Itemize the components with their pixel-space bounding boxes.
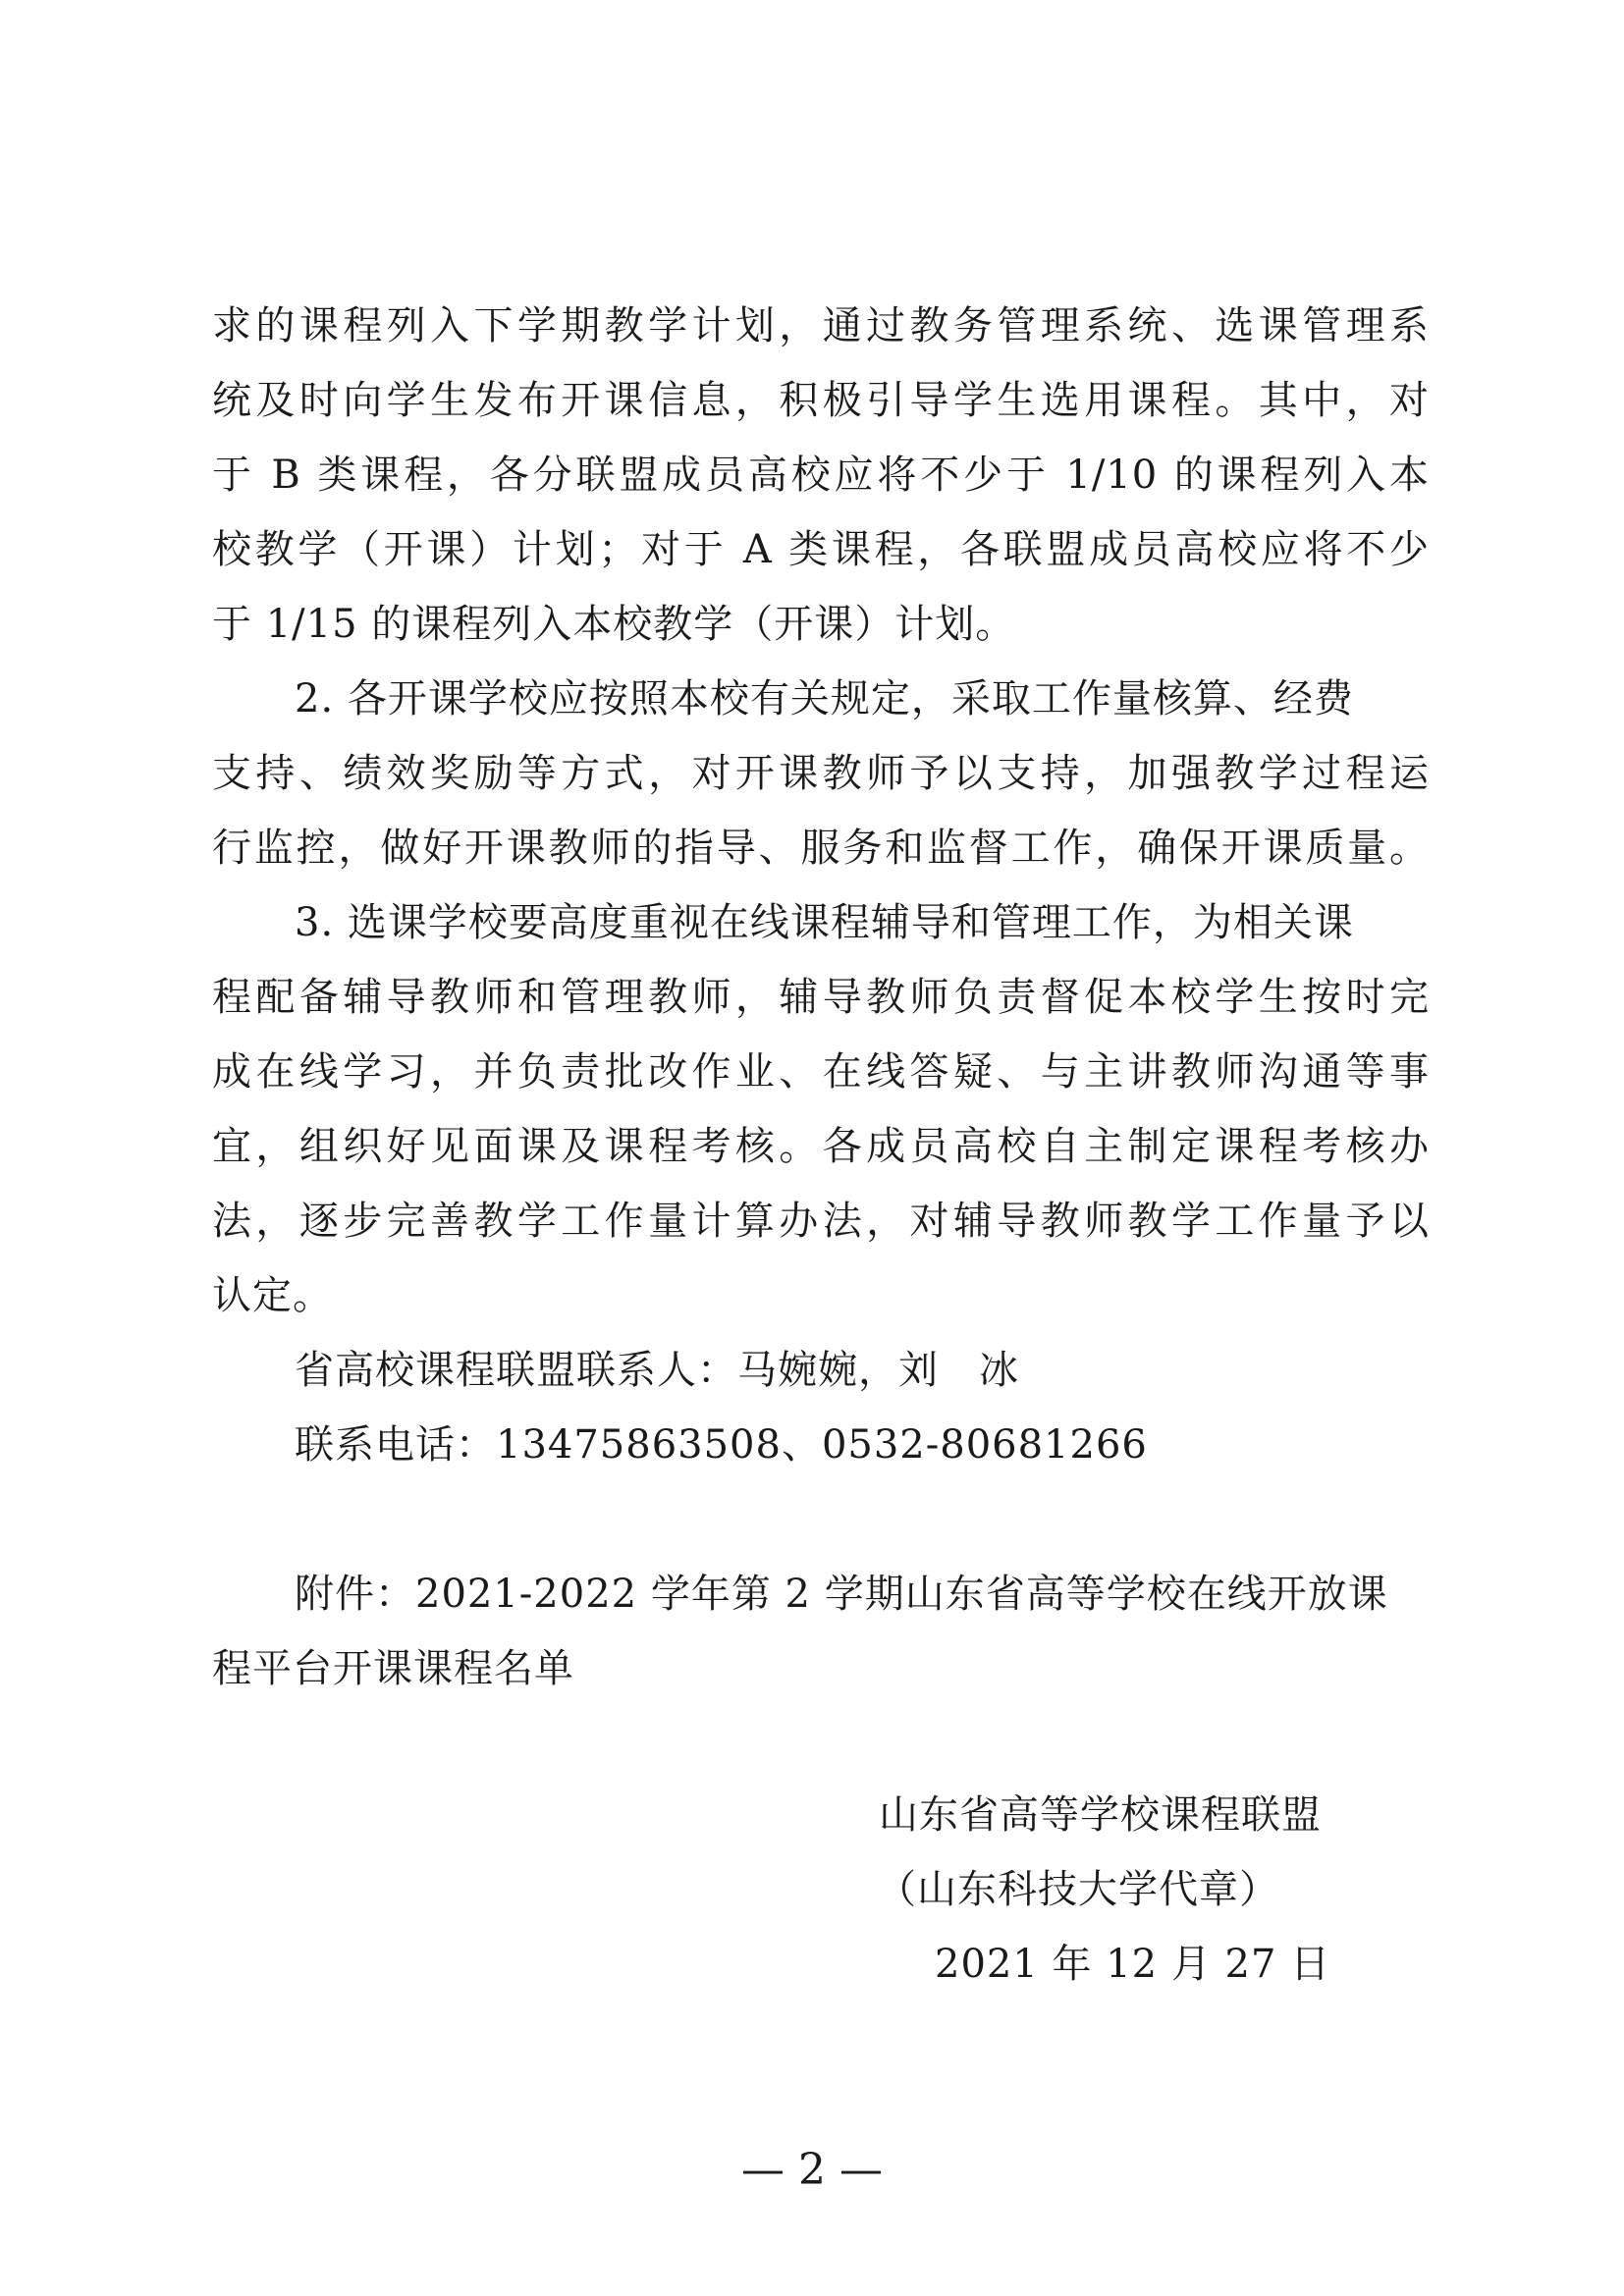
item-2-line: 2. 各开课学校应按照本校有关规定，采取工作量核算、经费 bbox=[295, 676, 1354, 721]
body-line: 宜，组织好见面课及课程考核。各成员高校自主制定课程考核办 bbox=[212, 1124, 1430, 1169]
contact-phone: 联系电话：13475863508、0532-80681266 bbox=[295, 1422, 1148, 1468]
signature-date: 2021 年 12 月 27 日 bbox=[935, 1942, 1331, 1987]
attachment-line: 程平台开课课程名单 bbox=[212, 1646, 574, 1691]
page-number: — 2 — bbox=[741, 2145, 883, 2195]
signature-organization: 山东省高等学校课程联盟 bbox=[879, 1792, 1322, 1838]
signature-seal-note: （山东科技大学代章） bbox=[877, 1867, 1279, 1912]
body-line: 程配备辅导教师和管理教师，辅导教师负责督促本校学生按时完 bbox=[212, 975, 1430, 1020]
body-line: 统及时向学生发布开课信息，积极引导学生选用课程。其中，对 bbox=[212, 378, 1430, 423]
body-line: 成在线学习，并负责批改作业、在线答疑、与主讲教师沟通等事 bbox=[212, 1049, 1430, 1095]
body-line: 认定。 bbox=[212, 1273, 333, 1318]
body-line: 法，逐步完善教学工作量计算办法，对辅导教师教学工作量予以 bbox=[212, 1199, 1430, 1244]
body-line: 校教学（开课）计划；对于 A 类课程，各联盟成员高校应将不少 bbox=[212, 527, 1430, 572]
body-line: 求的课程列入下学期教学计划，通过教务管理系统、选课管理系 bbox=[212, 303, 1430, 348]
attachment-line: 附件：2021-2022 学年第 2 学期山东省高等学校在线开放课 bbox=[295, 1572, 1388, 1617]
body-line: 行监控，做好开课教师的指导、服务和监督工作，确保开课质量。 bbox=[212, 826, 1430, 871]
contact-person: 省高校课程联盟联系人：马婉婉，刘 冰 bbox=[295, 1348, 1019, 1393]
body-line: 支持、绩效奖励等方式，对开课教师予以支持，加强教学过程运 bbox=[212, 751, 1430, 796]
body-line: 于 B 类课程，各分联盟成员高校应将不少于 1/10 的课程列入本 bbox=[212, 453, 1430, 498]
item-3-line: 3. 选课学校要高度重视在线课程辅导和管理工作，为相关课 bbox=[295, 900, 1354, 945]
body-line: 于 1/15 的课程列入本校教学（开课）计划。 bbox=[212, 602, 1016, 647]
